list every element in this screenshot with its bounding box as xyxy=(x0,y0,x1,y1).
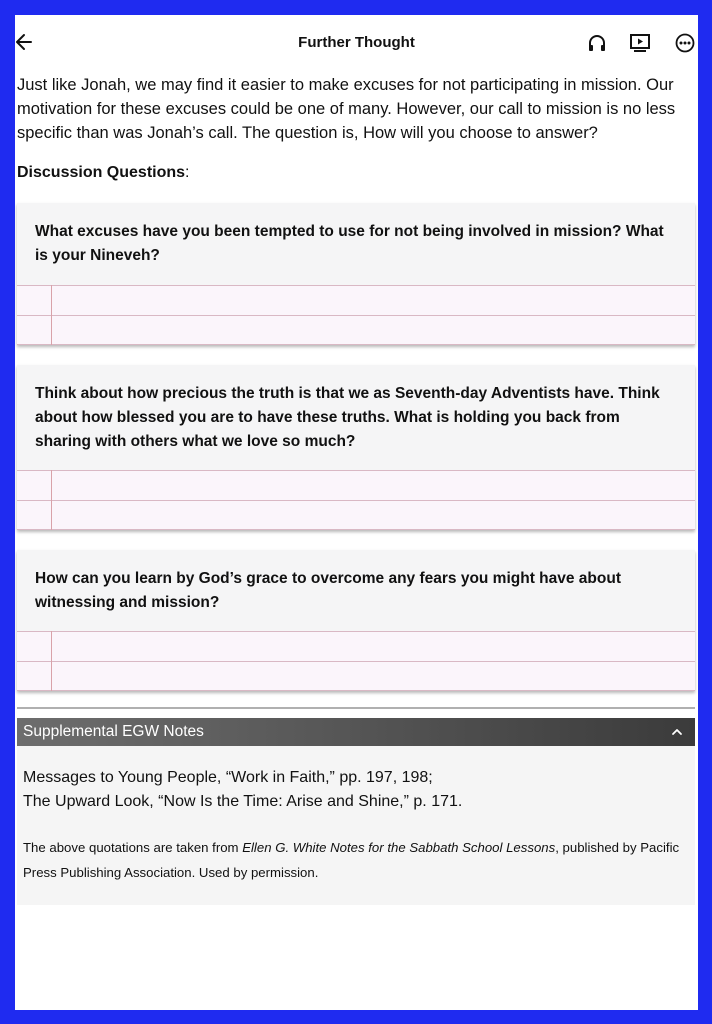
question-card-2 xyxy=(17,365,695,530)
question-text: How can you learn by God’s grace to overcome any fears you might have about witnessing and mission? xyxy=(35,570,621,611)
video-play-icon[interactable] xyxy=(629,32,651,54)
top-bar xyxy=(15,15,698,73)
answer-field[interactable] xyxy=(17,470,695,530)
question-text: Think about how precious the truth is that we as Seventh-day Adventists have. Think about how blessed you are to have these truths. What is holding you back from sharing with others what we love so much? xyxy=(35,385,660,450)
egw-notes-panel xyxy=(17,718,695,905)
egw-reference: The Upward Look, “Now Is the Time: Arise and Shine,” p. 171. xyxy=(23,793,463,810)
chevron-up-icon[interactable] xyxy=(669,724,685,740)
app-screen xyxy=(15,15,698,1010)
egw-notes-header[interactable] xyxy=(17,718,695,746)
egw-notes-title: Supplemental EGW Notes xyxy=(23,723,204,740)
egw-attribution: The above quotations are taken from Ellen G. White Notes for the Sabbath School Lessons, published by Pacific Press Publishing Association. Used by permission. xyxy=(23,840,680,880)
page-title: Further Thought xyxy=(298,34,415,51)
discussion-heading: Discussion Questions: xyxy=(17,164,190,181)
answer-field[interactable] xyxy=(17,631,695,691)
question-text: What excuses have you been tempted to use for not being involved in mission? What is your Nineveh? xyxy=(35,223,664,264)
egw-reference: Messages to Young People, “Work in Faith,” pp. 197, 198; xyxy=(23,769,433,786)
headphones-icon[interactable] xyxy=(586,32,608,54)
more-options-icon[interactable] xyxy=(674,32,696,54)
question-card-1 xyxy=(17,203,695,345)
section-divider xyxy=(17,707,695,709)
lesson-content xyxy=(15,73,698,185)
intro-paragraph: Just like Jonah, we may find it easier to make excuses for not participating in mission. Our motivation for these excuses could be one of many. However, our call to mission is no less specific than was Jonah’s call. The question is, How will you choose to answer? xyxy=(17,76,676,142)
answer-field[interactable] xyxy=(17,285,695,345)
question-card-3 xyxy=(17,550,695,691)
